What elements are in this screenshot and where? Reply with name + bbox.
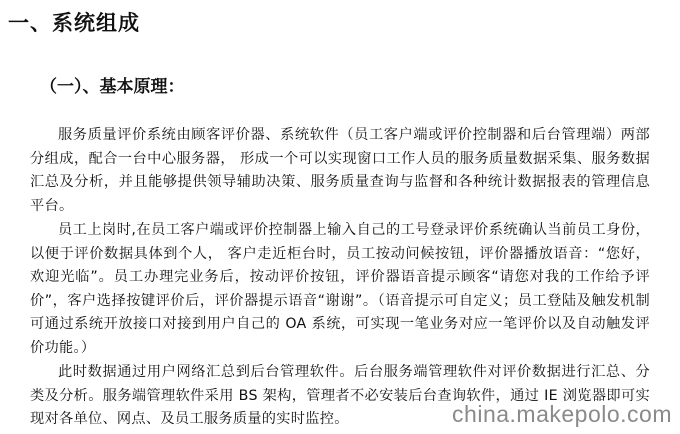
paragraph-data-aggregation: 此时数据通过用户网络汇总到后台管理软件。后台服务端管理软件对评价数据进行汇总、分类及分析。服务端管理软件采用 BS 架构，管理者不必安装后台查询软件，通过 IE 浏览器即可实现对各单位、网点、及员工服务质量的实时监控。 bbox=[30, 364, 650, 427]
section-title: 一、系统组成 bbox=[8, 11, 140, 35]
watermark: china.makepolo.com bbox=[452, 401, 672, 427]
paragraph-principle: 服务质量评价系统由顾客评价器、系统软件（员工客户端或评价控制器和后台管理端）两部分组成，配合一台中心服务器， 形成一个可以实现窗口工作人员的服务质量数据采集、服务数据汇总及分析，并且能够提供领导辅助决策、服务质量查询与监督和各种统计数据报表的管理信息平台。 bbox=[30, 127, 650, 214]
paragraph-employee-workflow: 员工上岗时,在员工客户端或评价控制器上输入自己的工号登录评价系统确认当前员工身份，以便于评价数据具体到个人， 客户走近柜台时，员工按动问候按钮，评价器播放语音：“您好，欢迎光临”。员工办理完业务后，按动评价按钮，评价器语音提示顾客“请您对我的工作给予评价”，客户选择按键评价后，评价器提示语音“谢谢”。（语音提示可自定义；员工登陆及触发机制可通过系统开放接口对接到用户自己的 OA 系统，可实现一笔业务对应一笔评价以及自动触发评价功能。） bbox=[30, 222, 650, 356]
subsection-title: （一）、基本原理： bbox=[40, 77, 185, 97]
